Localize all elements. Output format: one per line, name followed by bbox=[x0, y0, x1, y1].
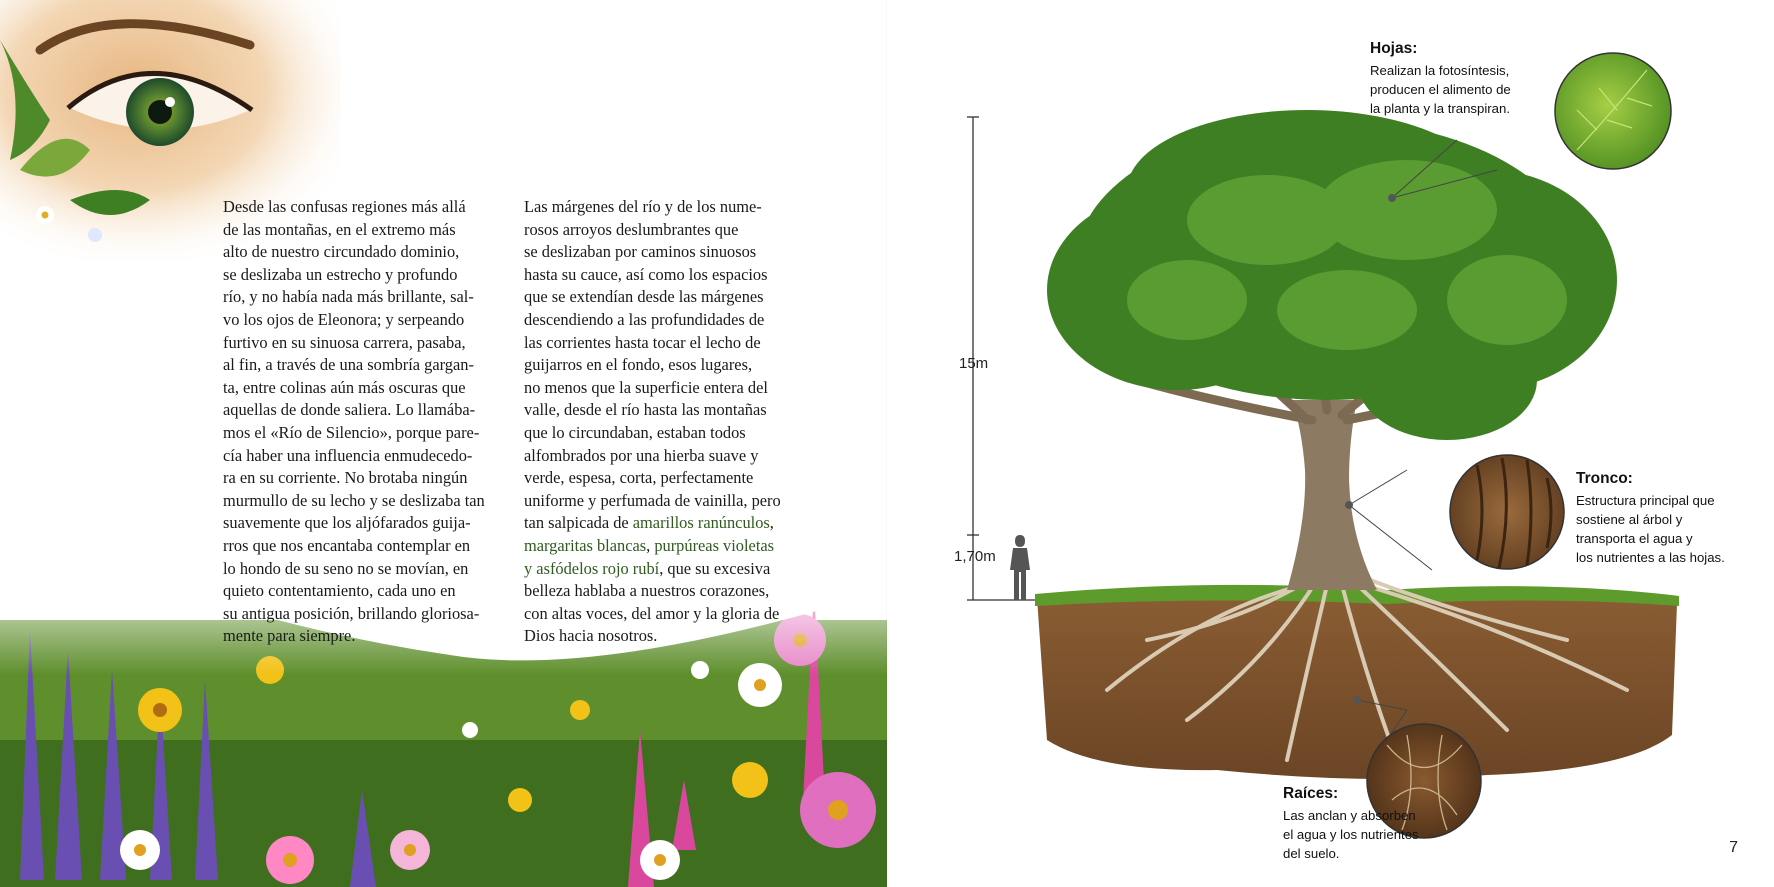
body-text-column-2 bbox=[524, 196, 794, 648]
paragraph-line bbox=[524, 558, 794, 581]
right-page bbox=[887, 0, 1774, 887]
text-run: , bbox=[769, 513, 774, 533]
paragraph-line: al fin, a través de una sombría gargan- bbox=[223, 355, 474, 375]
paragraph-line: alfombrados por una hierba suave y bbox=[524, 445, 759, 465]
highlighted-flower-name: purpúreas violetas bbox=[654, 535, 775, 555]
text-run: , que su excesiva bbox=[659, 558, 771, 578]
paragraph-line: cía haber una influencia enmudecedo- bbox=[223, 445, 473, 465]
paragraph-line: río, y no había nada más brillante, sal- bbox=[223, 287, 474, 307]
paragraph-line: que lo circundaban, estaban todos bbox=[524, 422, 746, 442]
paragraph-line: las corrientes hasta tocar el lecho de bbox=[524, 332, 761, 352]
paragraph-line bbox=[524, 512, 794, 535]
body-text-column-1 bbox=[223, 196, 493, 648]
paragraph-line: uniforme y perfumada de vainilla, pero bbox=[524, 490, 781, 510]
callout-line: Las anclan y absorben bbox=[1283, 808, 1416, 823]
trunk-callout bbox=[1576, 470, 1725, 567]
person-height-label: 1,70m bbox=[954, 548, 996, 565]
text-run: , bbox=[646, 535, 655, 555]
callout-line: Realizan la fotosíntesis, bbox=[1370, 63, 1510, 78]
paragraph-line: se deslizaban por caminos sinuosos bbox=[524, 242, 757, 262]
paragraph-line: aquellas de donde saliera. Lo llamába- bbox=[223, 400, 476, 420]
paragraph-line: guijarros en el fondo, esos lugares, bbox=[524, 355, 753, 375]
paragraph-line: valle, desde el río hasta las montañas bbox=[524, 400, 767, 420]
callout-line: los nutrientes a las hojas. bbox=[1576, 550, 1725, 565]
highlighted-flower-name: margaritas blancas bbox=[524, 535, 647, 555]
paragraph-line: no menos que la superficie entera del bbox=[524, 377, 768, 397]
paragraph-line: suavemente que los aljófarados guija- bbox=[223, 513, 471, 533]
roots-description bbox=[1283, 806, 1419, 863]
callout-line: producen el alimento de bbox=[1370, 82, 1511, 97]
paragraph-line: verde, espesa, corta, perfectamente bbox=[524, 468, 754, 488]
paragraph-line: mente para siempre. bbox=[223, 626, 356, 646]
callout-line: transporta el agua y bbox=[1576, 531, 1693, 546]
paragraph-line: vo los ojos de Eleonora; y serpeando bbox=[223, 309, 465, 329]
callout-line: del suelo. bbox=[1283, 846, 1340, 861]
callout-line: sostiene al árbol y bbox=[1576, 512, 1683, 527]
paragraph-line: de las montañas, en el extremo más bbox=[223, 219, 456, 239]
trunk-title: Tronco: bbox=[1576, 470, 1633, 487]
paragraph-line: rosos arroyos deslumbrantes que bbox=[524, 219, 739, 239]
paragraph-line: ra en su corriente. No brotaba ningún bbox=[223, 468, 468, 488]
paragraph-line: descendiendo a las profundidades de bbox=[524, 309, 765, 329]
person-silhouette bbox=[1010, 535, 1030, 600]
callout-line: Estructura principal que bbox=[1576, 493, 1715, 508]
paragraph-line: mos el «Río de Silencio», porque pare- bbox=[223, 422, 480, 442]
paragraph-line: se deslizaba un estrecho y profundo bbox=[223, 264, 458, 284]
roots-callout bbox=[1283, 785, 1419, 863]
paragraph-line: con altas voces, del amor y la gloria de bbox=[524, 603, 780, 623]
paragraph-line: alto de nuestro circundado dominio, bbox=[223, 242, 460, 262]
callout-line: el agua y los nutrientes bbox=[1283, 827, 1419, 842]
highlighted-flower-name: amarillos ranúnculos bbox=[632, 513, 770, 533]
leaves-title: Hojas: bbox=[1370, 40, 1418, 57]
paragraph-line: belleza hablaba a nuestros corazones, bbox=[524, 581, 770, 601]
text-run: tan salpicada de bbox=[524, 513, 633, 533]
page-number: 7 bbox=[1729, 839, 1738, 856]
paragraph-line: murmullo de su lecho y se deslizaba tan bbox=[223, 490, 485, 510]
paragraph-line: lo hondo de su seno no se movían, en bbox=[223, 558, 469, 578]
leaves-callout bbox=[1370, 40, 1511, 118]
roots-title: Raíces: bbox=[1283, 785, 1339, 802]
paragraph-line: rros que nos encantaba contemplar en bbox=[223, 535, 471, 555]
paragraph-line: que se extendían desde las márgenes bbox=[524, 287, 764, 307]
paragraph-line: furtivo en su sinuosa carrera, pasaba, bbox=[223, 332, 466, 352]
tree-diagram-illustration bbox=[887, 0, 1774, 887]
paragraph-line: Desde las confusas regiones más allá bbox=[223, 197, 466, 216]
leaf-detail-circle bbox=[1555, 53, 1671, 169]
callout-line: la planta y la transpiran. bbox=[1370, 101, 1511, 116]
tree-trunk bbox=[1287, 400, 1377, 590]
paragraph-line: ta, entre colinas aún más oscuras que bbox=[223, 377, 466, 397]
highlighted-flower-name: y asfódelos rojo rubí bbox=[524, 558, 660, 578]
leaves-description bbox=[1370, 61, 1511, 118]
paragraph-line: su antigua posición, brillando gloriosa- bbox=[223, 603, 480, 623]
paragraph-line bbox=[524, 535, 794, 558]
paragraph-line: quieto contentamiento, cada uno en bbox=[223, 581, 456, 601]
tree-height-label: 15m bbox=[959, 355, 989, 372]
soil-block bbox=[1037, 594, 1677, 779]
paragraph-line: Las márgenes del río y de los nume- bbox=[524, 197, 762, 216]
paragraph-line: Dios hacia nosotros. bbox=[524, 626, 658, 646]
trunk-description bbox=[1576, 491, 1725, 567]
paragraph-line: hasta su cauce, así como los espacios bbox=[524, 264, 768, 284]
